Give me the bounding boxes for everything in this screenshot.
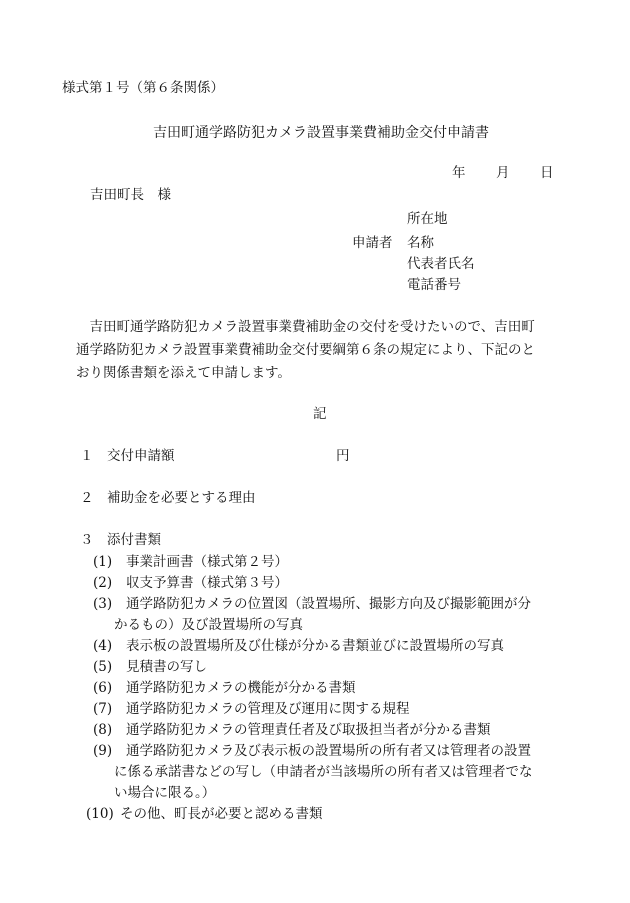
list-item: 収支予算書（様式第３号） [126,575,288,591]
list-item: 通学路防犯カメラ及び表示板の設置場所の所有者又は管理者の設置 [126,743,531,759]
item-number: (8) [93,722,113,738]
list-item: 通学路防犯カメラの位置図（設置場所、撮影方向及び撮影範囲が分 [126,596,531,612]
date-month: 月 [496,165,510,181]
section-attachments: ３ 添付書類 [80,532,161,548]
list-item-continuation: かるもの）及び設置場所の写真 [114,617,303,633]
document-title: 吉田町通学路防犯カメラ設置事業費補助金交付申請書 [153,125,489,141]
applicant-address-label: 所在地 [407,211,448,227]
item-number: (3) [93,596,113,612]
body-line: 吉田町通学路防犯カメラ設置事業費補助金の交付を受けたいので、吉田町 [76,319,535,335]
date-day: 日 [540,165,554,181]
applicant-representative-label: 代表者氏名 [407,256,475,272]
item-number: (9) [93,743,113,759]
list-item: 通学路防犯カメラの管理及び運用に関する規程 [126,701,410,717]
item-number: (10) [86,806,114,822]
date-year: 年 [452,165,466,181]
list-item: 通学路防犯カメラの機能が分かる書類 [126,680,356,696]
amount-unit: 円 [336,448,350,464]
ki-heading: 記 [313,406,327,422]
body-line: 通学路防犯カメラ設置事業費補助金交付要綱第６条の規定により、下記のと [76,342,535,358]
item-number: (7) [93,701,113,717]
addressee: 吉田町長 様 [90,187,171,203]
applicant-name-label: 名称 [407,235,434,251]
item-number: (1) [93,554,113,570]
list-item: 事業計画書（様式第２号） [126,554,288,570]
body-line: おり関係書類を添えて申請します。 [76,365,291,381]
item-number: (4) [93,638,113,654]
section-application-amount: １ 交付申請額 [80,448,175,464]
item-number: (5) [93,659,113,675]
applicant-phone-label: 電話番号 [407,277,461,293]
item-number: (6) [93,680,113,696]
list-item: その他、町長が必要と認める書類 [120,806,323,822]
list-item: 表示板の設置場所及び仕様が分かる書類並びに設置場所の写真 [126,638,504,654]
form-label: 様式第１号（第６条関係） [62,80,224,96]
list-item: 見積書の写し [126,659,207,675]
list-item-continuation: い場合に限る。） [114,785,216,801]
applicant-heading: 申請者 [352,235,393,251]
list-item: 通学路防犯カメラの管理責任者及び取扱担当者が分かる書類 [126,722,491,738]
list-item-continuation: に係る承諾書などの写し（申請者が当該場所の所有者又は管理者でな [114,764,533,780]
section-reason: ２ 補助金を必要とする理由 [80,490,256,506]
item-number: (2) [93,575,113,591]
